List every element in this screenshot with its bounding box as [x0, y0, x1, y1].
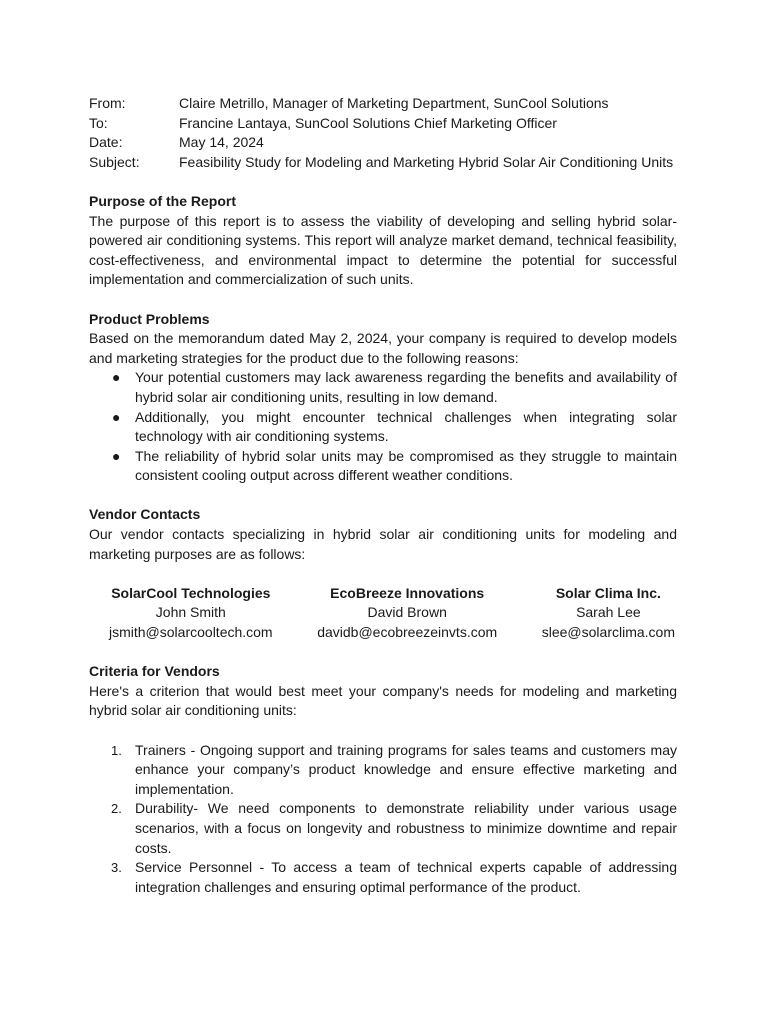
list-item-text: Trainers - Ongoing support and training programs for sales teams and customers may enhance your company’s product knowledge and ensure effective marketing and implementation.: [135, 741, 677, 797]
date-row: [89, 133, 677, 153]
vendor-company: Solar Clima Inc.: [555, 584, 661, 601]
subject-row: [89, 153, 677, 173]
problems-list: [89, 368, 677, 486]
list-item-text: Durability- We need components to demonstrate reliability under various usage scenarios, with a focus on longevity and robustness to minimize downtime and repair costs.: [135, 800, 677, 856]
list-number: 1.: [111, 742, 122, 758]
list-item: [89, 368, 677, 407]
list-item: [89, 741, 677, 800]
list-item: [89, 799, 677, 858]
vendor-email: jsmith@solarcooltech.com: [109, 624, 273, 641]
vendor-email: slee@solarclima.com: [541, 624, 675, 641]
vendors-intro: Our vendor contacts specializing in hybrid solar air conditioning units for modeling and marketing purposes are as follows:: [89, 526, 677, 562]
subject-label: Subject:: [89, 153, 140, 170]
list-item: [89, 408, 677, 447]
list-item-text: The reliability of hybrid solar units may be compromised as they struggle to maintain consistent cooling output across different weather conditions.: [135, 447, 677, 484]
vendor-card: [109, 584, 273, 643]
list-item-text: Service Personnel - To access a team of technical experts capable of addressing integration challenges and ensuring optimal performance of the product.: [135, 859, 677, 895]
vendor-email: davidb@ecobreezeinvts.com: [317, 624, 498, 641]
subject-value: Feasibility Study for Modeling and Marketing Hybrid Solar Air Conditioning Units: [179, 153, 674, 170]
to-row: [89, 114, 677, 134]
date-value: May 14, 2024: [179, 134, 264, 151]
list-number: 3.: [111, 860, 122, 876]
criteria-list: [89, 741, 677, 898]
problems-heading: Product Problems: [89, 310, 210, 327]
from-label: From:: [89, 95, 126, 111]
criteria-heading: Criteria for Vendors: [89, 663, 220, 680]
list-item: [89, 858, 677, 897]
to-label: To:: [89, 114, 108, 131]
memo-header: [89, 94, 677, 172]
list-item-text: Your potential customers may lack awareness regarding the benefits and availability of hybrid solar air conditioning units, resulting in low demand.: [135, 369, 677, 405]
list-item: [89, 447, 677, 486]
problems-intro: Based on the memorandum dated May 2, 2024, your company is required to develop models and marketing strategies for the product due to the following reasons:: [89, 330, 677, 366]
list-number: 2.: [111, 801, 122, 817]
vendors-heading: Vendor Contacts: [89, 506, 201, 523]
memo-document: [89, 94, 677, 897]
vendor-card: [317, 584, 497, 643]
list-item-text: Additionally, you might encounter technical challenges when integrating solar technology with air conditioning systems.: [135, 408, 677, 445]
purpose-paragraph: The purpose of this report is to assess the viability of developing and selling hybrid solar-powered air conditioning systems. This report will analyze market demand, technical feasibility, cost-effectiveness, and environmental impact to determine the potential for successful implementation and commercialization of such units.: [89, 212, 677, 288]
vendor-contact-name: John Smith: [155, 604, 226, 621]
bullet-icon: ●: [112, 369, 121, 386]
bullet-icon: ●: [112, 447, 121, 464]
criteria-intro: Here's a criterion that would best meet your company's needs for modeling and marketing hybrid solar air conditioning units:: [89, 682, 677, 719]
from-value: Claire Metrillo, Manager of Marketing Department, SunCool Solutions: [179, 95, 609, 111]
vendor-company: EcoBreeze Innovations: [330, 584, 485, 601]
purpose-heading: Purpose of the Report: [89, 192, 237, 209]
bullet-icon: ●: [112, 408, 121, 425]
vendor-contacts: [89, 584, 675, 643]
vendor-company: SolarCool Technologies: [111, 584, 271, 601]
to-value: Francine Lantaya, SunCool Solutions Chief Marketing Officer: [179, 114, 557, 131]
from-row: [89, 94, 677, 114]
date-label: Date:: [89, 134, 123, 151]
vendor-contact-name: Sarah Lee: [576, 604, 641, 621]
vendor-contact-name: David Brown: [367, 604, 447, 621]
vendor-card: [542, 584, 675, 643]
